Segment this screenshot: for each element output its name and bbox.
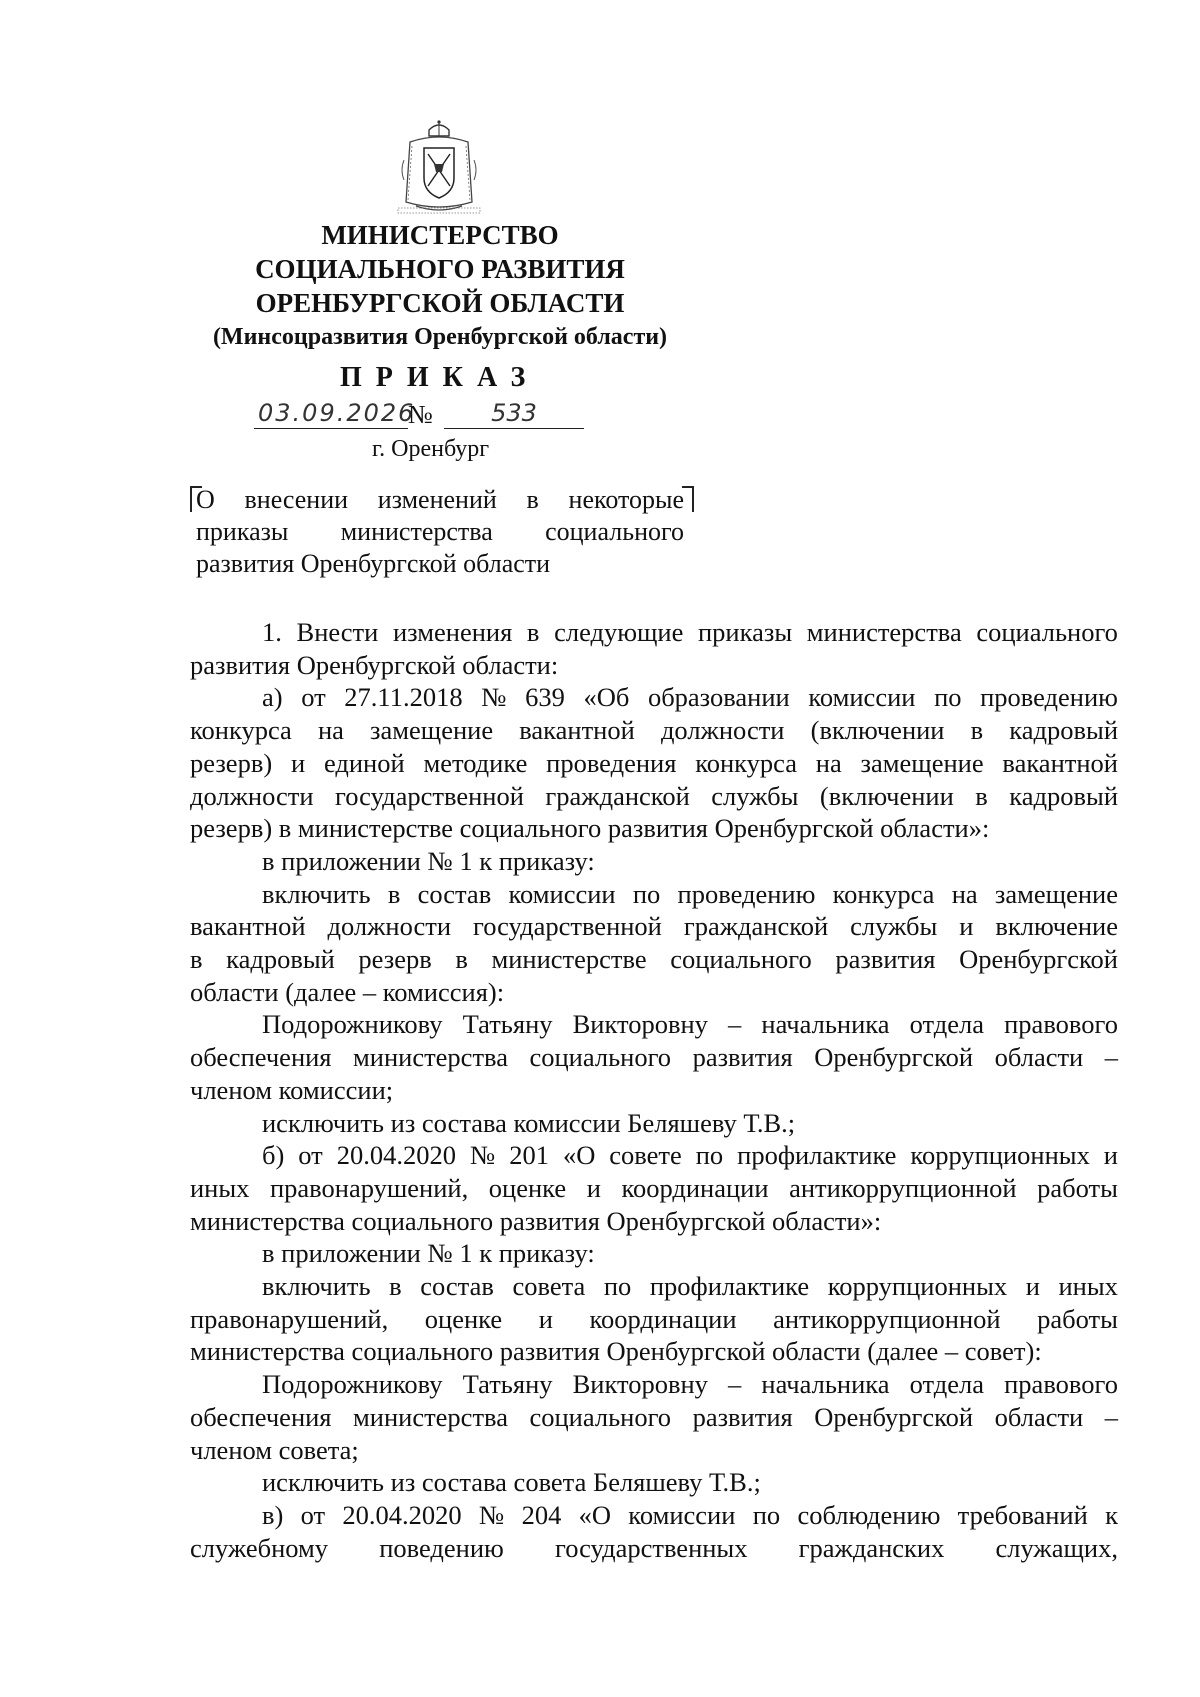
body-text-line: конкурса на замещение вакантной должности (включении в кадровый — [190, 715, 1118, 746]
subject-bracket-right — [682, 486, 694, 512]
ministry-line-3: ОРЕНБУРГСКОЙ ОБЛАСТИ — [255, 288, 625, 318]
body-text-line: а) от 27.11.2018 № 639 «Об образовании комиссии по проведению — [262, 682, 1118, 713]
subject-bracket-left — [190, 486, 202, 512]
body-text-line: Подорожникову Татьяну Викторовну – начальника отдела правового — [262, 1009, 1118, 1040]
order-number-handwritten: 533 — [444, 398, 584, 429]
subject-line: О внесении изменений в некоторые — [196, 485, 684, 514]
body-text-line: министерства социального развития Оренбургской области»: — [190, 1205, 882, 1236]
body-text-line: 1. Внести изменения в следующие приказы министерства социального — [262, 617, 1118, 647]
body-text-line: исключить из состава совета Беляшеву Т.В.; — [262, 1467, 761, 1498]
ministry-line-1: МИНИСТЕРСТВО — [321, 220, 559, 250]
order-subject — [196, 484, 684, 580]
body-text-line: членом совета; — [190, 1434, 359, 1465]
body-text-line: обеспечения министерства социального развития Оренбургской области – — [190, 1042, 1118, 1073]
coat-of-arms-emblem — [396, 120, 482, 216]
date-number-line — [254, 398, 634, 432]
body-text-line: иных правонарушений, оценке и координации антикоррупционной работы — [190, 1172, 1118, 1203]
body-text-line: министерства социального развития Оренбургской области (далее – совет): — [190, 1336, 1042, 1367]
body-text-line: развития Оренбургской области: — [190, 649, 559, 680]
body-text-line: в кадровый резерв в министерстве социального развития Оренбургской — [190, 944, 1118, 975]
order-date-handwritten: 03.09.2026 — [254, 398, 408, 429]
ministry-short-name: (Минсоцразвития Оренбургской области) — [212, 324, 668, 350]
ministry-name-block — [190, 218, 690, 354]
subject-line: развития Оренбургской области — [196, 549, 551, 578]
body-text-line: в приложении № 1 к приказу: — [262, 845, 595, 876]
city-label: г. Оренбург — [372, 436, 490, 462]
body-text-line: области (далее – комиссия): — [190, 976, 505, 1007]
body-text-line: вакантной должности государственной гражданской службы и включение — [190, 911, 1118, 942]
body-text-line: б) от 20.04.2020 № 201 «О совете по профилактике коррупционных и — [262, 1140, 1118, 1171]
body-text-line: должности государственной гражданской службы (включении в кадровый — [190, 780, 1118, 811]
body-text-line: в приложении № 1 к приказу: — [262, 1238, 595, 1269]
body-text-line: обеспечения министерства социального развития Оренбургской области – — [190, 1401, 1118, 1432]
order-title: ПРИКАЗ — [340, 362, 540, 393]
order-body-text — [190, 616, 1118, 1564]
body-text-line: в) от 20.04.2020 № 204 «О комиссии по соблюдению требований к — [262, 1499, 1118, 1530]
number-label: № — [408, 400, 433, 429]
body-text-line: исключить из состава комиссии Беляшеву Т.В.; — [262, 1107, 796, 1138]
ministry-line-2: СОЦИАЛЬНОГО РАЗВИТИЯ — [255, 254, 625, 284]
body-text-line: членом комиссии; — [190, 1074, 394, 1105]
body-text-line: правонарушений, оценке и координации антикоррупционной работы — [190, 1303, 1118, 1334]
body-text-line: служебному поведению государственных гражданских служащих, — [190, 1532, 1118, 1563]
body-text-line: Подорожникову Татьяну Викторовну – начальника отдела правового — [262, 1369, 1118, 1400]
body-text-line: включить в состав комиссии по проведению конкурса на замещение — [262, 878, 1118, 909]
body-text-line: включить в состав совета по профилактике коррупционных и иных — [262, 1271, 1118, 1302]
body-text-line: резерв) и единой методике проведения конкурса на замещение вакантной — [190, 747, 1118, 778]
body-text-line: резерв) в министерстве социального развития Оренбургской области»: — [190, 813, 990, 844]
subject-line: приказы министерства социального — [196, 517, 684, 546]
